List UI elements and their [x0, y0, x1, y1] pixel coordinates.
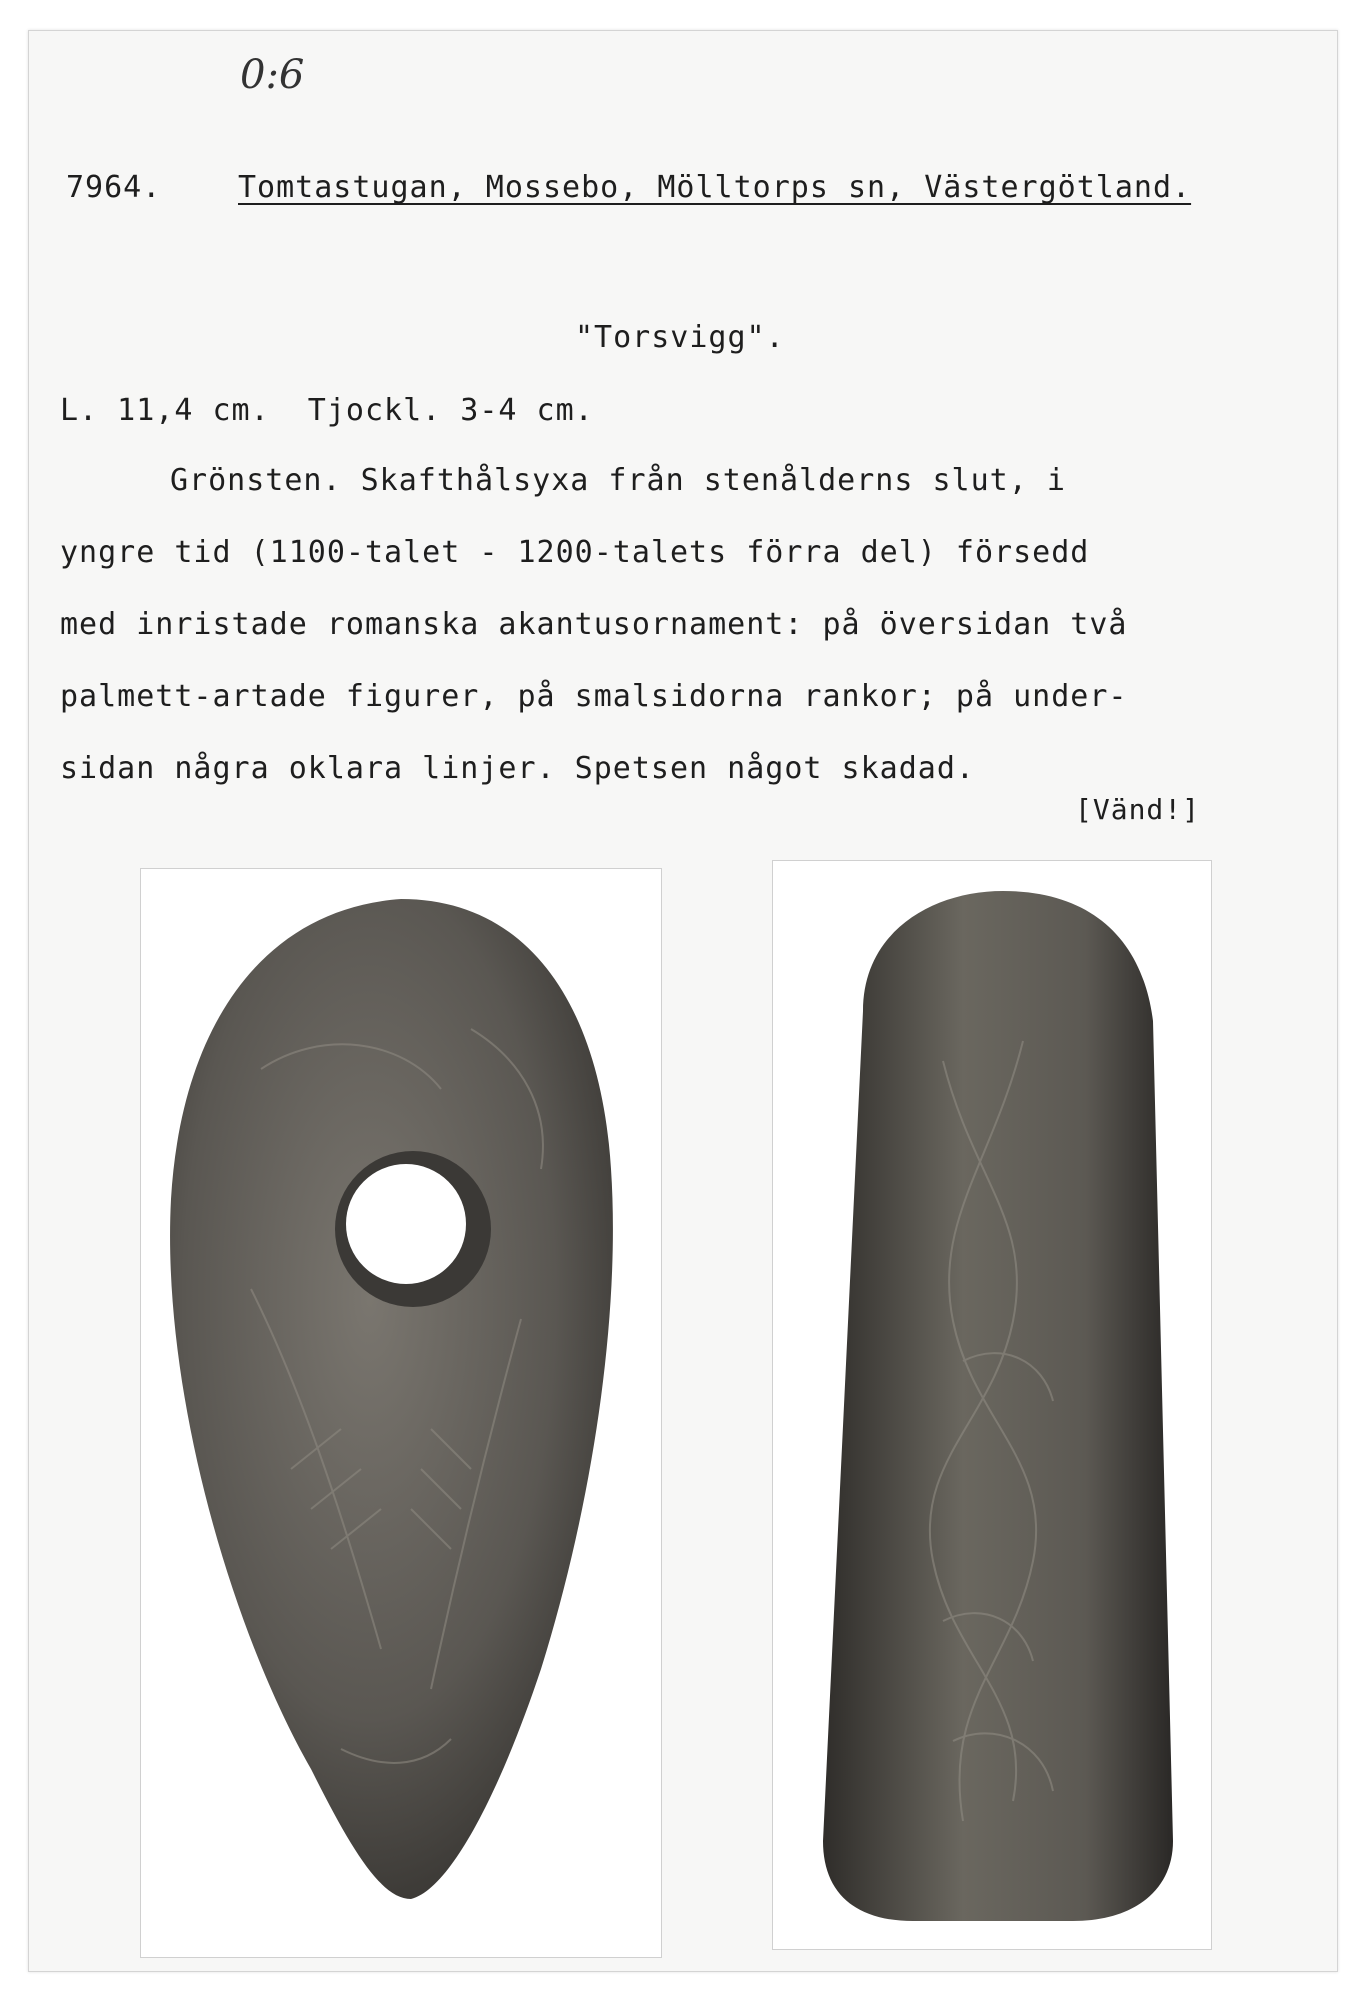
description-line-2: yngre tid (1100-talet - 1200-talets förra del) försedd: [60, 535, 1090, 570]
description-line-3: med inristade romanska akantusornament: på översidan två: [60, 607, 1128, 642]
turn-note: [Vänd!]: [1075, 793, 1201, 826]
object-title: "Torsvigg".: [575, 320, 785, 355]
axe-top-photo: [140, 868, 662, 1958]
dimensions: L. 11,4 cm. Tjockl. 3-4 cm.: [60, 393, 594, 428]
axe-side-photo: [772, 860, 1212, 1950]
description-line-5: sidan några oklara linjer. Spetsen något skadad.: [60, 751, 975, 786]
handwritten-note: 0:6: [240, 52, 305, 98]
axe-top-illustration: [141, 869, 661, 1957]
accession-number: 7964.: [66, 170, 162, 205]
location-heading: Tomtastugan, Mossebo, Mölltorps sn, Västergötland.: [238, 170, 1192, 205]
description-line-4: palmett-artade figurer, på smalsidorna rankor; på under-: [60, 679, 1128, 714]
description-line-1: Grönsten. Skafthålsyxa från stenålderns slut, i: [170, 463, 1066, 498]
axe-side-illustration: [773, 861, 1211, 1949]
